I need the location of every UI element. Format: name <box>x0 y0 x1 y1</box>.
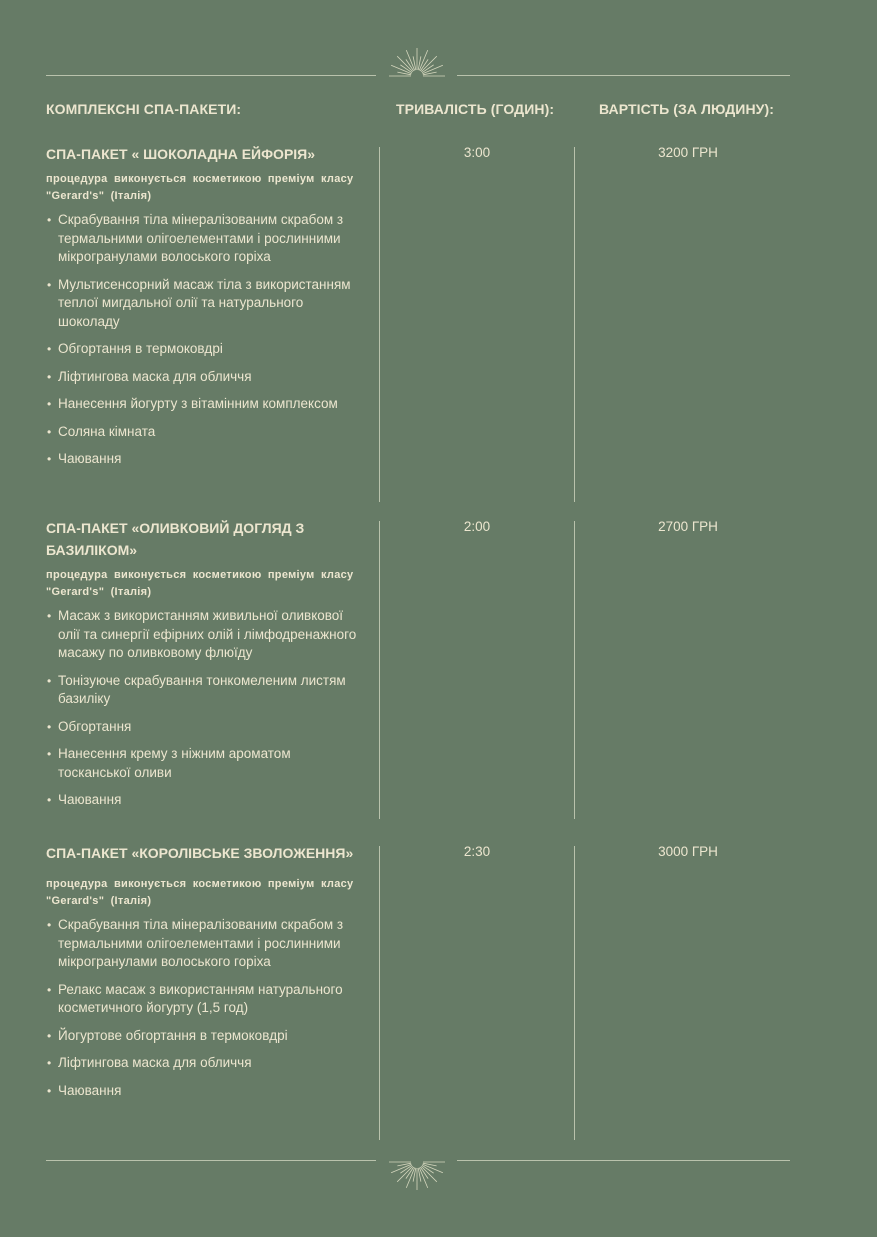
top-rule-right <box>457 75 790 76</box>
sunburst-icon <box>386 44 448 78</box>
package-olive <box>46 517 357 819</box>
list-item: • Чаювання <box>47 451 122 466</box>
sunburst-ray <box>419 50 427 70</box>
column-divider <box>379 521 380 819</box>
sunburst-ray <box>406 50 414 70</box>
list-item: • Мультисенсорний масаж тіла з використанням теплої мигдальної олії та натурального шоколаду <box>47 276 351 329</box>
list-item: • Чаювання <box>47 1082 122 1098</box>
package-price: 3000 ГРН <box>658 844 718 859</box>
package-price: 3200 ГРН <box>658 145 718 160</box>
package-items <box>46 211 366 469</box>
list-item: • Чаювання <box>47 792 122 807</box>
bottom-rule-right <box>457 1160 790 1161</box>
sunburst-ray <box>397 1166 413 1182</box>
package-chocolate <box>46 143 366 478</box>
list-item: • Масаж з використанням живильної оливкової олії та синергії ефірних олій і лімфодренажного масажу по оливковому флюїду <box>47 608 357 660</box>
list-item: • Тонізуюче скрабування тонкомеленим листям базиліку <box>47 672 346 706</box>
package-price: 2700 ГРН <box>658 519 718 534</box>
column-divider <box>379 147 380 502</box>
list-item: • Нанесення йогурту з вітамінним комплексом <box>47 396 338 411</box>
package-royal <box>46 842 366 1109</box>
package-note: процедура виконується косметикою преміум класу "Gerard's" (Італія) <box>46 173 354 202</box>
package-note: процедура виконується косметикою преміум класу "Gerard's" (Італія) <box>46 878 354 907</box>
package-note: процедура виконується косметикою преміум класу "Gerard's" (Італія) <box>46 569 354 598</box>
list-item: • Обгортання в термоковдрі <box>47 341 223 356</box>
sunburst-ray <box>406 1168 414 1188</box>
list-item: • Ліфтингова маска для обличчя <box>47 368 252 384</box>
package-title: СПА-ПАКЕТ « ШОКОЛАДНА ЕЙФОРІЯ» <box>46 146 316 162</box>
package-duration: 2:00 <box>463 519 491 534</box>
sunburst-ray <box>421 56 437 72</box>
package-items <box>46 916 366 1100</box>
list-item: • Скрабування тіла мінералізованим скрабом з термальними олігоелементами і рослинними мікрогранулами волоського горіха <box>47 917 344 969</box>
column-divider <box>379 846 380 1140</box>
list-item: • Йогуртове обгортання в термоковдрі <box>47 1027 288 1043</box>
header-price: ВАРТІСТЬ (ЗА ЛЮДИНУ): <box>599 101 775 117</box>
package-duration: 3:00 <box>463 145 491 160</box>
sunburst-ray <box>421 1166 437 1182</box>
header-duration: ТРИВАЛІСТЬ (ГОДИН): <box>396 101 555 117</box>
sunburst-ray <box>419 1168 427 1188</box>
package-duration: 2:30 <box>463 844 491 859</box>
list-item: • Скрабування тіла мінералізованим скрабом з термальними олігоелементами і рослинними мікрогранулами волоського горіха <box>47 212 344 264</box>
list-item: • Ліфтингова маска для обличчя <box>47 1055 252 1070</box>
top-rule-left <box>46 75 376 76</box>
sunburst-ray <box>391 65 411 73</box>
package-title: СПА-ПАКЕТ «КОРОЛІВСЬКЕ ЗВОЛОЖЕННЯ» <box>46 845 354 861</box>
column-divider <box>574 147 575 502</box>
list-item: • Обгортання <box>47 718 132 734</box>
list-item: • Соляна кімната <box>47 423 156 439</box>
column-divider <box>574 846 575 1140</box>
list-item: • Нанесення крему з ніжним ароматом тосканської оливи <box>47 746 291 780</box>
sunburst-ray <box>423 65 443 73</box>
list-item: • Релакс масаж з використанням натурального косметичного йогурту (1,5 год) <box>47 981 343 1015</box>
sunburst-ray <box>423 1164 443 1172</box>
package-items <box>46 607 366 810</box>
package-title: СПА-ПАКЕТ «ОЛИВКОВИЙ ДОГЛЯД З БАЗИЛІКОМ» <box>46 520 305 558</box>
sunburst-ray <box>391 1164 411 1172</box>
column-divider <box>574 521 575 819</box>
sunburst-icon <box>386 1160 448 1194</box>
bottom-rule-left <box>46 1160 376 1161</box>
header-packages: КОМПЛЕКСНІ СПА-ПАКЕТИ: <box>46 101 242 117</box>
sunburst-ray <box>397 56 413 72</box>
